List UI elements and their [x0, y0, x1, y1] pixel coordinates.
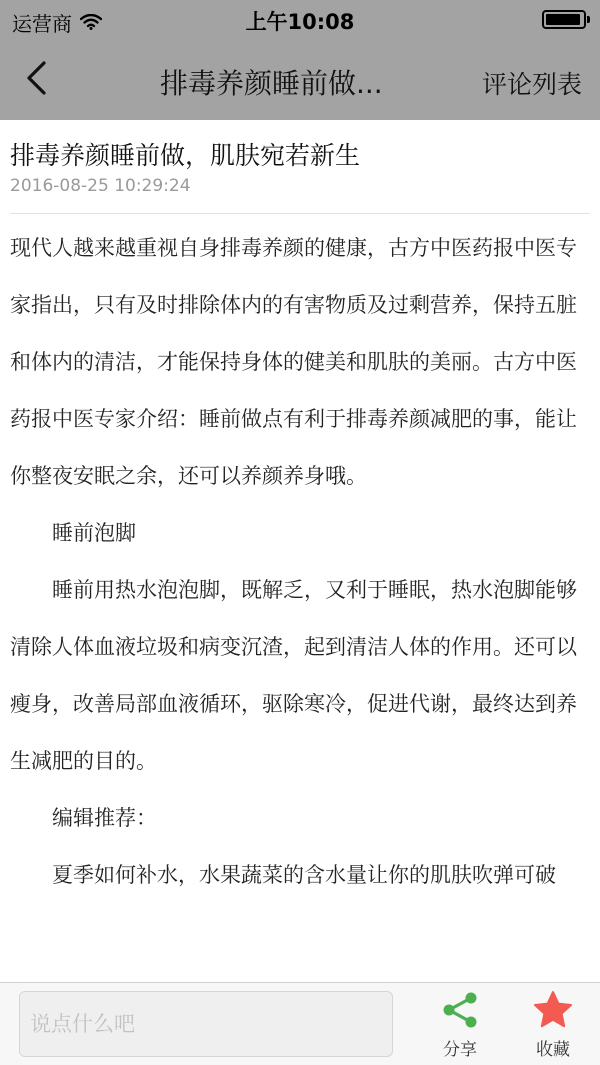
- article-content[interactable]: [0, 120, 600, 982]
- star-icon: [532, 987, 574, 1033]
- status-bar: [0, 0, 600, 40]
- battery-icon: [542, 10, 586, 29]
- share-button[interactable]: [420, 987, 500, 1061]
- favorite-label: 收藏: [536, 1040, 570, 1060]
- comment-list-button[interactable]: 评论列表: [481, 70, 582, 99]
- article-subheading: 编辑推荐：: [52, 806, 157, 830]
- comment-input[interactable]: [19, 991, 393, 1057]
- navigation-bar: [0, 40, 600, 120]
- share-icon: [440, 987, 480, 1033]
- chevron-left-icon: [25, 60, 47, 100]
- battery-level-fill: [546, 14, 580, 25]
- article-body: [10, 220, 590, 904]
- article-title: 排毒养颜睡前做，肌肤宛若新生: [10, 141, 361, 170]
- article-subheading: 睡前泡脚: [52, 521, 136, 545]
- recommended-article-link[interactable]: 夏季如何补水，水果蔬菜的含水量让你的肌肤吹弹可破: [52, 863, 556, 887]
- article-date: 2016-08-25 10:29:24: [10, 176, 191, 196]
- article-paragraph: 现代人越来越重视自身排毒养颜的健康，古方中医药报中医专家指出，只有及时排除体内的有害物质及过剩营养，保持五脏和体内的清洁，才能保持身体的健美和肌肤的美丽。古方中医药报中医专家介绍：睡前做点有利于排毒养颜减肥的事，能让你整夜安眠之余，还可以养颜养身哦。: [10, 236, 577, 488]
- page-title: 排毒养颜睡前做...: [160, 67, 383, 100]
- share-label: 分享: [443, 1040, 477, 1060]
- back-button[interactable]: [16, 58, 56, 102]
- favorite-button[interactable]: [513, 987, 593, 1061]
- bottom-toolbar: [0, 982, 600, 1065]
- title-divider: [10, 213, 590, 214]
- status-time: 上午10:08: [245, 10, 355, 34]
- article-paragraph: 睡前用热水泡泡脚，既解乏，又利于睡眠，热水泡脚能够清除人体血液垃圾和病变沉渣，起到清洁人体的作用。还可以瘦身，改善局部血液循环，驱除寒冷，促进代谢，最终达到养生减肥的目的。: [10, 578, 577, 773]
- carrier-label: 运营商: [12, 12, 72, 36]
